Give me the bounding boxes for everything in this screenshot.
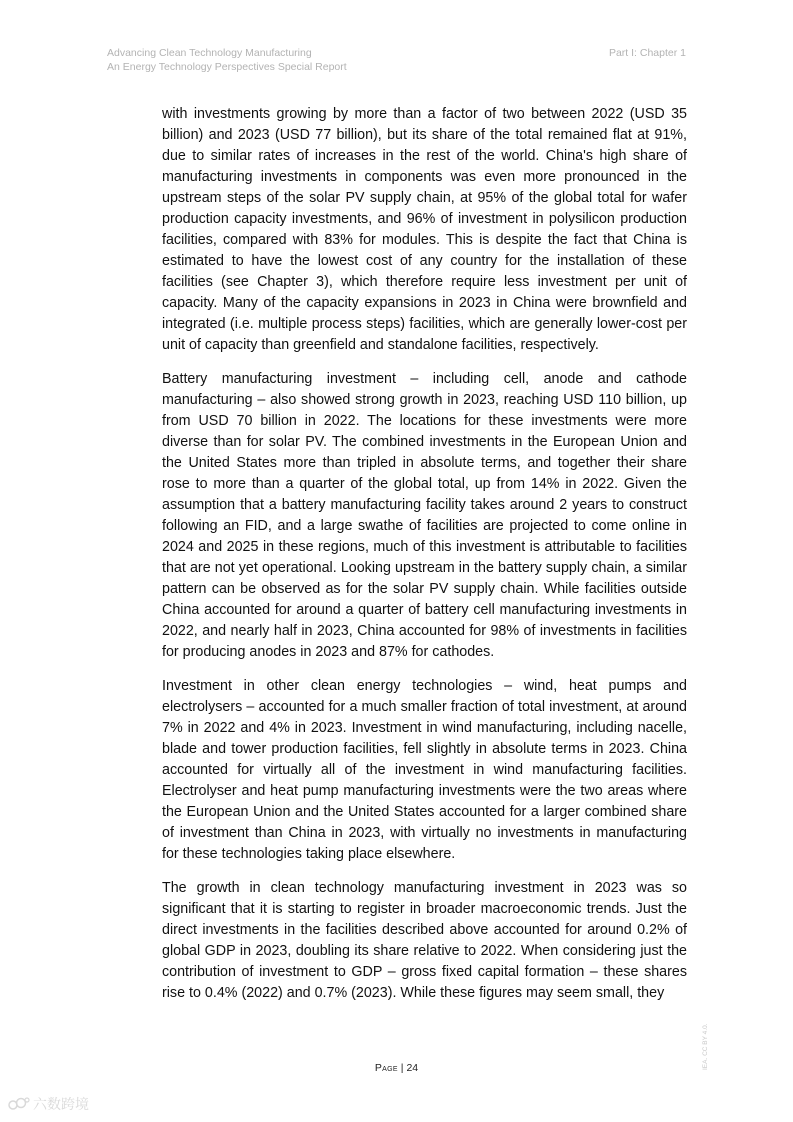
chapter-label: Part I: Chapter 1 xyxy=(608,47,686,59)
watermark-text: 六数跨境 xyxy=(33,1096,89,1112)
running-header-left xyxy=(107,46,347,74)
body-text xyxy=(162,104,687,1017)
report-subtitle: An Energy Technology Perspectives Special Report xyxy=(107,61,347,73)
report-title: Advancing Clean Technology Manufacturing xyxy=(107,47,312,59)
page-number: 24 xyxy=(406,1062,419,1074)
paragraph-solar-pv: with investments growing by more than a factor of two between 2022 (USD 35 billion) and 2023 (USD 77 billion), but its share of the total remained flat at 91%, due to similar rates of increases in the rest of the world. China's high share of manufacturing investments in components was even more pronounced in the upstream steps of the solar PV supply chain, at 95% of the global total for wafer production capacity investments, and 96% of investment in polysilicon production facilities, compared with 83% for modules. This is despite the fact that China is estimated to have the lowest cost of any country for the installation of these facilities (see Chapter 3), which therefore require less investment per unit of capacity. Many of the capacity expansions in 2023 in China were brownfield and integrated (i.e. multiple process steps) facilities, which are generally lower-cost per unit of capacity than greenfield and standalone facilities, respectively. xyxy=(162,106,687,353)
page-label: Page xyxy=(374,1062,398,1074)
page-separator: | xyxy=(400,1062,404,1074)
page-footer xyxy=(0,1062,793,1074)
watermark xyxy=(8,1094,89,1114)
paragraph-other-technologies: Investment in other clean energy technologies – wind, heat pumps and electrolysers – accounted for a much smaller fraction of total investment, at around 7% in 2022 and 4% in 2023. Investment in wind manufacturing, including nacelle, blade and tower production facilities, fell slightly in absolute terms in 2023. China accounted for virtually all of the investment in wind manufacturing facilities. Electrolyser and heat pump manufacturing investments were the two areas where the European Union and the United States accounted for a larger combined share of investment than China in 2023, with virtually no investments in manufacturing for these technologies taking place elsewhere. xyxy=(162,678,687,862)
paragraph-macroeconomic: The growth in clean technology manufacturing investment in 2023 was so significant that it is starting to register in broader macroeconomic trends. Just the direct investments in the facilities described above accounted for around 0.2% of global GDP in 2023, doubling its share relative to 2022. When considering just the contribution of investment to GDP – gross fixed capital formation – these shares rise to 0.4% (2022) and 0.7% (2023). While these figures may seem small, they xyxy=(162,880,687,1001)
licence-notice: IEA. CC BY 4.0. xyxy=(702,1023,709,1070)
watermark-logo-icon xyxy=(8,1096,30,1112)
paragraph-battery: Battery manufacturing investment – including cell, anode and cathode manufacturing – also showed strong growth in 2023, reaching USD 110 billion, up from USD 70 billion in 2022. The locations for these investments were more diverse than for solar PV. The combined investments in the European Union and the United States more than tripled in absolute terms, and together their share rose to more than a quarter of the global total, up from 14% in 2022. Given the assumption that a battery manufacturing facility takes around 2 years to construct following an FID, and a large swathe of facilities are projected to come online in 2024 and 2025 in these regions, much of this investment is attributable to facilities that are not yet operational. Looking upstream in the battery supply chain, a similar pattern can be observed as for the solar PV supply chain. While facilities outside China accounted for around a quarter of battery cell manufacturing investments in 2022, and nearly half in 2023, China accounted for 98% of investments in facilities for producing anodes in 2023 and 87% for cathodes. xyxy=(162,371,687,660)
